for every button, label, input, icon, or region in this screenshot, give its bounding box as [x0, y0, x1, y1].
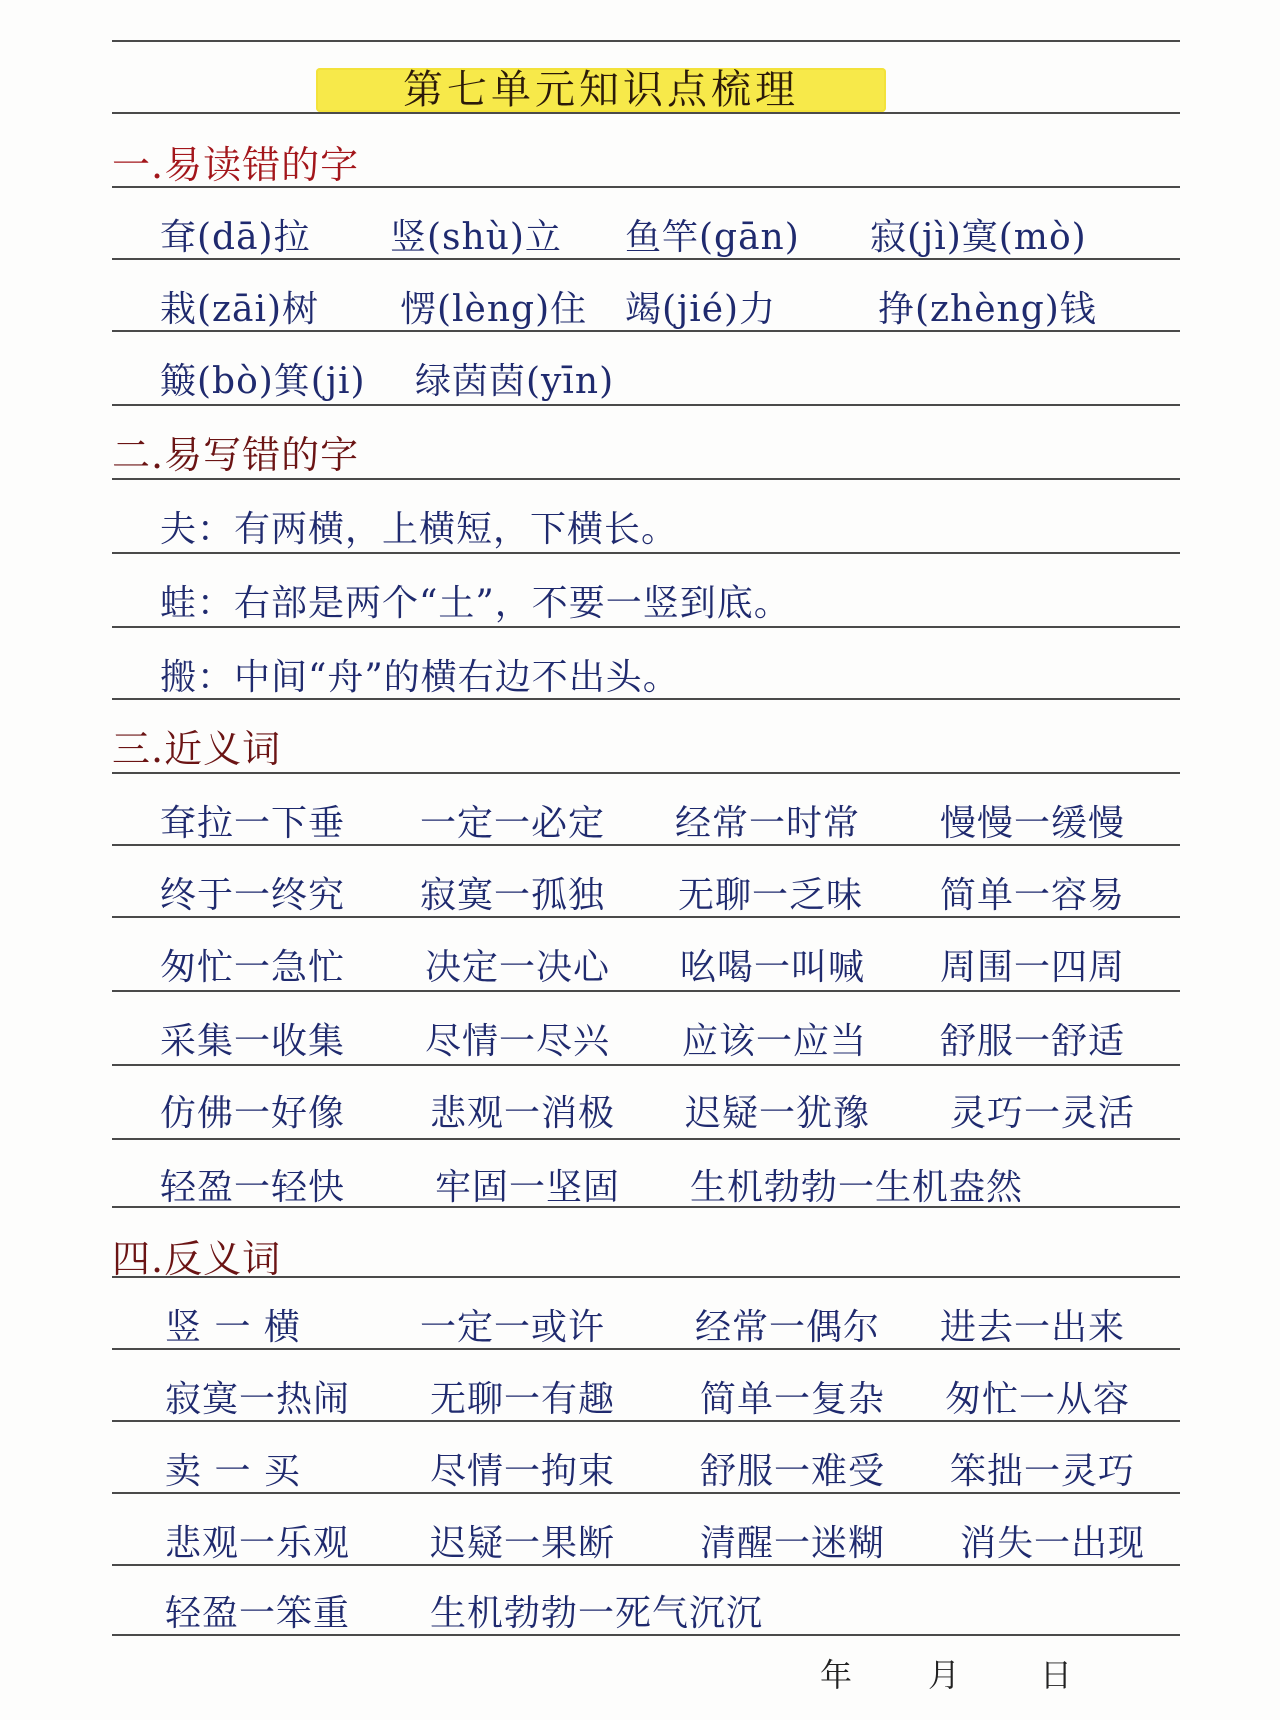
antonym-pair: 匆忙一从容	[945, 1379, 1131, 1420]
synonym-pair: 生机勃勃一生机盎然	[690, 1167, 1024, 1208]
misread-item: 鱼竿(gān)	[625, 217, 800, 258]
miswritten-note: 夫：有两横，上横短，下横长。	[160, 509, 679, 550]
synonym-pair: 无聊一乏味	[678, 875, 864, 916]
synonym-pair: 轻盈一轻快	[160, 1167, 346, 1208]
synonym-row	[0, 1090, 1280, 1140]
synonym-pair: 终于一终究	[160, 875, 346, 916]
antonym-row	[0, 1520, 1280, 1570]
antonym-row	[0, 1590, 1280, 1640]
misread-row	[0, 214, 1280, 264]
antonym-pair: 经常一偶尔	[695, 1307, 881, 1348]
misread-item: 绿茵茵(yīn)	[415, 361, 615, 402]
antonym-pair: 卖 一 买	[165, 1451, 301, 1492]
synonym-pair: 经常一时常	[675, 803, 861, 844]
miswritten-note: 搬：中间“舟”的横右边不出头。	[160, 657, 680, 698]
section-heading-miswritten: 二.易写错的字	[112, 433, 360, 477]
title-block	[316, 62, 886, 118]
antonym-row	[0, 1448, 1280, 1498]
misread-item: 挣(zhèng)钱	[878, 289, 1097, 330]
antonym-pair: 竖 一 横	[165, 1307, 301, 1348]
date-year: 年	[820, 1656, 853, 1694]
synonym-row	[0, 800, 1280, 850]
antonym-pair: 轻盈一笨重	[165, 1593, 351, 1634]
misread-item: 寂(jì)寞(mò)	[870, 217, 1087, 258]
antonym-pair: 消失一出现	[960, 1523, 1146, 1564]
antonym-pair: 清醒一迷糊	[700, 1523, 886, 1564]
misread-row	[0, 286, 1280, 336]
synonym-pair: 吆喝一叫喊	[680, 947, 866, 988]
antonym-pair: 生机勃勃一死气沉沉	[430, 1593, 764, 1634]
misread-item: 栽(zāi)树	[160, 289, 320, 330]
synonym-pair: 简单一容易	[940, 875, 1126, 916]
synonym-pair: 周围一四周	[940, 947, 1126, 988]
ruled-line	[112, 772, 1180, 774]
synonym-pair: 寂寞一孤独	[420, 875, 606, 916]
misread-row	[0, 358, 1280, 408]
ruled-line	[112, 40, 1180, 42]
synonym-row	[0, 944, 1280, 994]
misread-item: 愣(lèng)住	[400, 289, 588, 330]
misread-item: 簸(bò)箕(ji)	[160, 361, 366, 402]
synonym-pair: 采集一收集	[160, 1021, 346, 1062]
synonym-pair: 牢固一坚固	[435, 1167, 621, 1208]
antonym-pair: 进去一出来	[940, 1307, 1126, 1348]
synonym-pair: 一定一必定	[420, 803, 606, 844]
synonym-pair: 尽情一尽兴	[425, 1021, 611, 1062]
date-day: 日	[1040, 1656, 1073, 1694]
synonym-pair: 应该一应当	[682, 1021, 868, 1062]
antonym-pair: 无聊一有趣	[430, 1379, 616, 1420]
antonym-pair: 一定一或许	[420, 1307, 606, 1348]
synonym-pair: 匆忙一急忙	[160, 947, 346, 988]
antonym-pair: 笨拙一灵巧	[950, 1451, 1136, 1492]
page-title: 第七单元知识点梳理	[403, 67, 799, 113]
synonym-row	[0, 1018, 1280, 1068]
synonym-pair: 慢慢一缓慢	[940, 803, 1126, 844]
synonym-pair: 仿佛一好像	[160, 1093, 346, 1134]
synonym-pair: 悲观一消极	[430, 1093, 616, 1134]
misread-item: 竭(jié)力	[625, 289, 777, 330]
synonym-pair: 决定一决心	[425, 947, 611, 988]
antonym-pair: 悲观一乐观	[165, 1523, 351, 1564]
antonym-pair: 寂寞一热闹	[165, 1379, 351, 1420]
section-heading-antonyms: 四.反义词	[112, 1237, 282, 1281]
synonym-pair: 耷拉一下垂	[160, 803, 346, 844]
antonym-row	[0, 1376, 1280, 1426]
section-heading-misread: 一.易读错的字	[112, 143, 360, 187]
synonym-pair: 舒服一舒适	[940, 1021, 1126, 1062]
synonym-row	[0, 1164, 1280, 1214]
section-heading-synonyms: 三.近义词	[112, 727, 282, 771]
antonym-row	[0, 1304, 1280, 1354]
date-month: 月	[928, 1656, 961, 1694]
antonym-pair: 迟疑一果断	[430, 1523, 616, 1564]
synonym-row	[0, 872, 1280, 922]
misread-item: 耷(dā)拉	[160, 217, 311, 258]
misread-item: 竖(shù)立	[390, 217, 562, 258]
ruled-line	[112, 478, 1180, 480]
miswritten-note: 蛙：右部是两个“土”，不要一竖到底。	[160, 583, 791, 624]
synonym-pair: 迟疑一犹豫	[685, 1093, 871, 1134]
antonym-pair: 舒服一难受	[700, 1451, 886, 1492]
antonym-pair: 尽情一拘束	[430, 1451, 616, 1492]
antonym-pair: 简单一复杂	[700, 1379, 886, 1420]
synonym-pair: 灵巧一灵活	[950, 1093, 1136, 1134]
